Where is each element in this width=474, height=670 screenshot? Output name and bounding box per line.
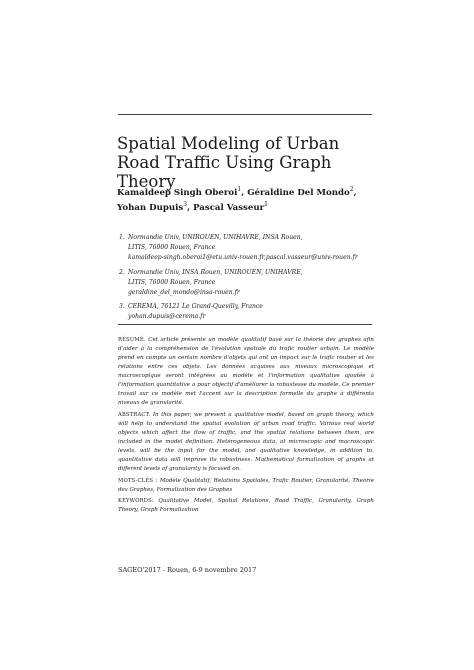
author-name: Géraldine Del Mondo	[247, 187, 350, 198]
affiliation-line: Normandie Univ, UNIROUEN, UNIHAVRE, INSA Rouen,	[128, 234, 303, 241]
affiliation-list	[119, 233, 379, 327]
motscles-label: MOTS-CLÉS :	[118, 477, 158, 484]
author-line-2	[117, 199, 377, 214]
author-list	[117, 184, 377, 214]
affiliation-line: LITIS, 76000 Rouen, France	[128, 278, 216, 286]
author-name: Yohan Dupuis	[117, 202, 184, 213]
affiliation-email: geraldine_del_mondo@insa-rouen.fr	[128, 289, 240, 297]
author-affiliation-mark: 1	[237, 186, 242, 193]
keywords-label: KEYWORDS:	[118, 498, 154, 505]
affiliation-item	[119, 302, 379, 322]
affiliation-line: CEREMA, 76121 Le Grand-Quevilly, France	[128, 303, 263, 311]
author-separator: ,	[187, 202, 194, 213]
author-name: Kamaldeep Singh Oberoi	[117, 187, 238, 198]
author-name: Pascal Vasseur	[193, 202, 265, 213]
affiliation-item	[119, 268, 379, 299]
abstract-paragraph	[118, 411, 374, 474]
paper-title: Spatial Modeling of Urban Road Traffic Using Graph Theory	[117, 134, 340, 191]
author-separator: ,	[353, 187, 357, 198]
top-rule	[118, 114, 372, 115]
affiliation-email: yohan.dupuis@cerema.fr	[128, 313, 206, 321]
motscles-text: Modèle Qualitatif, Relations Spatiales, Trafic Routier, Granularité, Theorie des Graphes, Formalization des Graphes	[118, 477, 374, 493]
author-affiliation-mark: 3	[183, 200, 188, 208]
abstract-text: In this paper, we present a qualitative model, based on graph theory, which will help to understand the spatial evolution of urban road traffic. Various real world objects which affect the flow of traffic, and the spatial relations between them, are included in the model definition. Heterogeneous data, at microscopic and macroscopic levels, will be the input for the model, and qualitative knowledge, in addition to, quantitative data will improve its robustness. Mathematical formalization of graphs at different levels of granularity is focused on.	[118, 411, 374, 473]
author-affiliation-mark: 1	[264, 200, 268, 208]
affiliation-number: 1.	[119, 234, 125, 241]
affiliation-number: 2.	[119, 268, 125, 276]
author-separator: ,	[241, 187, 248, 198]
conference-footer: SAGEO'2017 - Rouen, 6-9 novembre 2017	[118, 566, 257, 574]
motscles-paragraph	[118, 477, 374, 495]
author-affiliation-mark: 2	[349, 186, 354, 193]
resume-paragraph	[118, 336, 374, 408]
keywords-text: Qualitative Model, Spatial Relations, Road Traffic, Granularity, Graph Theory, Graph Formalization	[118, 498, 374, 514]
resume-label: RÉSUMÉ.	[118, 337, 146, 343]
resume-text: Cet article présente un modèle qualitatif basé sur la théorie des graphes afin d'aider à la compréhension de l'évolution spatiale du trafic routier urbain. Le modèle prend en compte un certain nombre d'objets qui ont un impact sur le trafic routier et les relations entre ces objets. Les données acquises aux niveaux microscopique et macroscopique seront intégrées au modèle et l'information qualitative ajoutée à l'information quantitative a pour objectif d'améliorer la robustesse du modèle. Ce premier travail sur ce modèle met l'accent sur la description formelle du graphe à différents niveaux de granularité.	[118, 337, 375, 407]
affiliation-line: LITIS, 76000 Rouen, France	[128, 244, 216, 252]
affiliation-number: 3.	[119, 303, 125, 311]
abstract-block	[118, 336, 374, 518]
abstract-label: ABSTRACT.	[118, 411, 151, 418]
affiliation-email: kamaldeep-singh.oberoi1@etu.univ-rouen.fr,pascal.vasseur@univ-rouen.fr	[128, 254, 358, 262]
keywords-paragraph	[118, 497, 374, 515]
affiliation-line: Normandie Univ, INSA Rouen, UNIROUEN, UNIHAVRE,	[128, 268, 303, 276]
abstract-rule	[118, 324, 372, 325]
author-line-1	[117, 184, 377, 199]
affiliation-item	[119, 233, 379, 264]
